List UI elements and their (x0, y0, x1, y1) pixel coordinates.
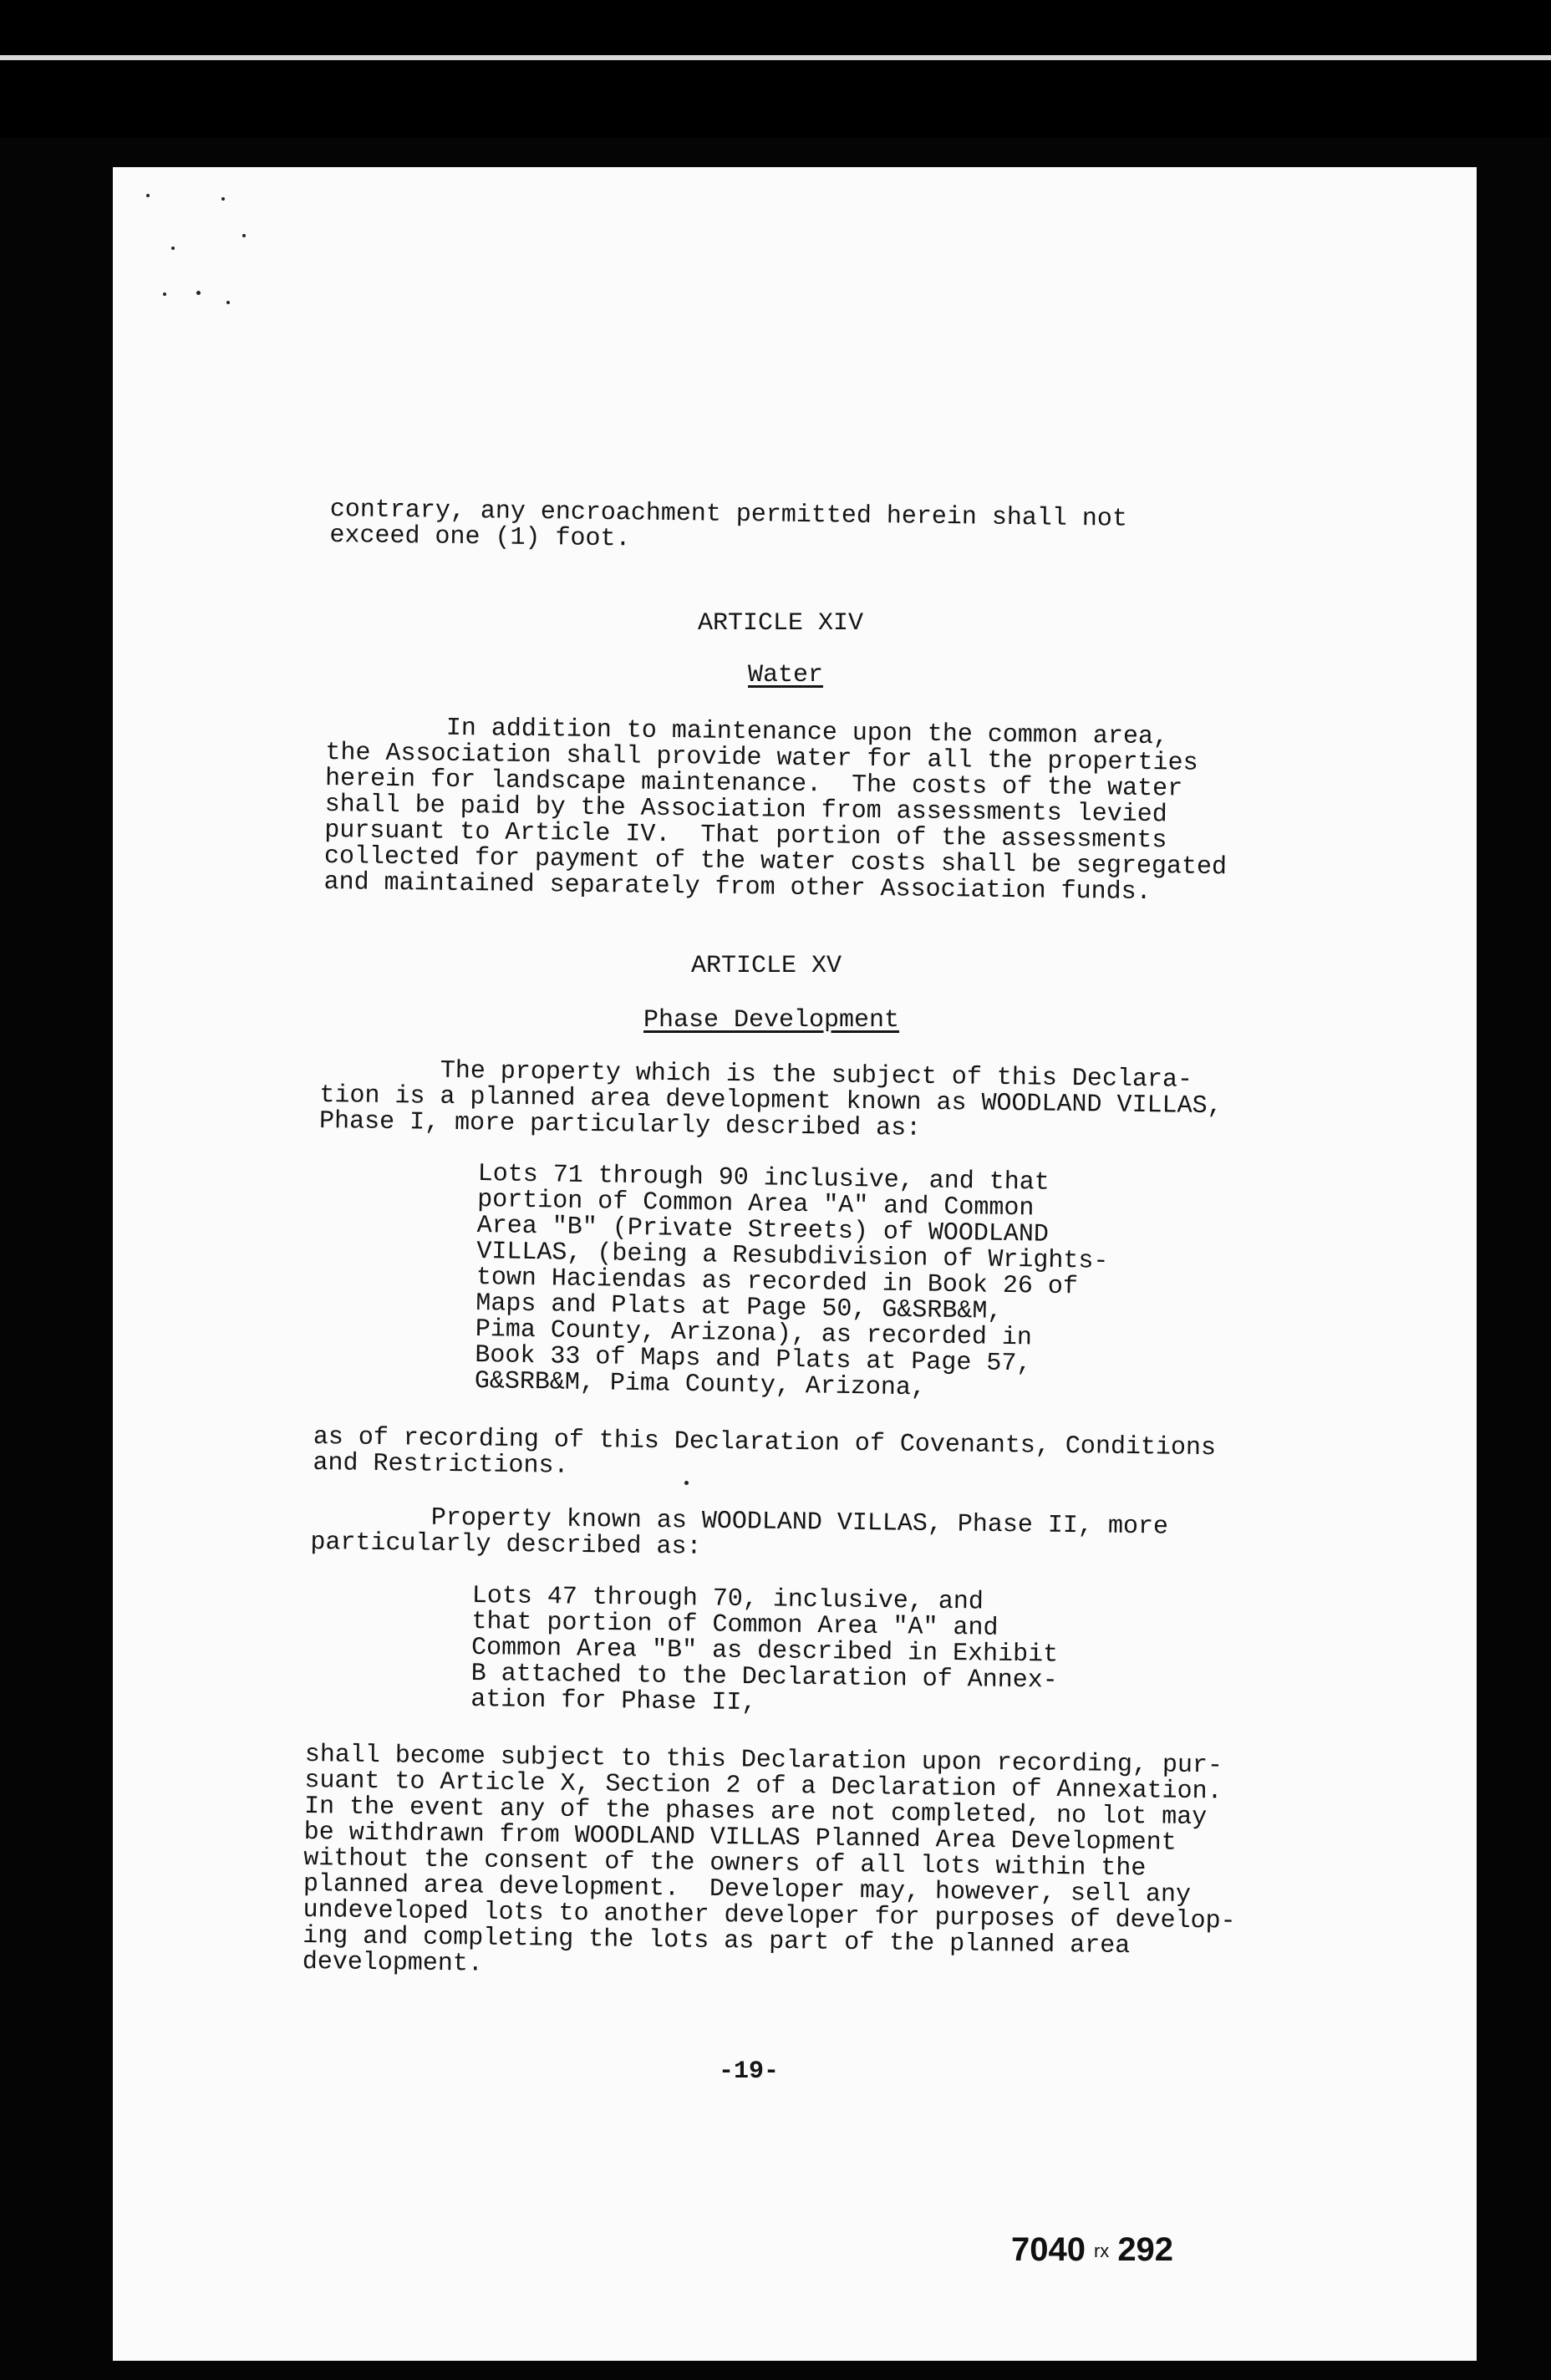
phase-1-description: Lots 71 through 90 inclusive, and that portion of Common Area "A" and Common Area "B" (Private Streets) of WOODLAND VILLAS, (being a Resubdivision of Wrights- town Haciendas as recorded in Book 26 of Maps and Plats at Page 50, G&SRB&M, Pima County, Arizona), as recorded in Book 33 of Maps and Plats at Page 57, G&SRB&M, Pima County, Arizona, (474, 1160, 1109, 1403)
scan-edge-line (0, 55, 1551, 60)
scan-speck (221, 197, 225, 201)
article-14-subtitle: Water (748, 661, 824, 689)
recording-stamp (1011, 2231, 1173, 2269)
article-15-title: ARTICLE XV (691, 952, 842, 980)
phase-2-description: Lots 47 through 70, inclusive, and that portion of Common Area "A" and Common Area "B" as described in Exhibit B attached to the Declaration of Annex- ation for Phase II, (470, 1582, 1059, 1718)
scan-speck (684, 1481, 689, 1485)
article-14-body: In addition to maintenance upon the common area, the Association shall provide water for all the properties herein for landscape maintenance. The costs of the water shall be paid by the Association from assessments levied pursuant to Article IV. That portion of the assessments collected for payment of the water costs shall be segregated and maintained separately from other Association funds. (323, 713, 1228, 908)
recording-page: 292 (1117, 2231, 1174, 2268)
article-15-intro: The property which is the subject of this Declara- tion is a planned area development known as WOODLAND VILLAS, Phase I, more particularly described as: (318, 1055, 1223, 1143)
page-number: -19- (719, 2057, 780, 2086)
scan-speck (146, 194, 150, 197)
recording-stamp-mark: rx (1093, 2240, 1110, 2262)
scan-speck (171, 247, 175, 250)
scan-speck (226, 301, 230, 304)
article-15-subtitle: Phase Development (643, 1006, 900, 1035)
scan-top-border (0, 0, 1551, 138)
scan-speck (242, 234, 246, 237)
phase-2-intro: Property known as WOODLAND VILLAS, Phase II, more particularly described as: (310, 1503, 1169, 1562)
article-14-title: ARTICLE XIV (698, 609, 864, 638)
phase-1-closing: as of recording of this Declaration of Covenants, Conditions and Restrictions. (313, 1423, 1217, 1481)
document-page (113, 167, 1477, 2361)
article-15-closing: shall become subject to this Declaration upon recording, pur- suant to Article X, Section 2 of a Declaration of Annexation. In the event any of the phases are not completed, no lot may be withdrawn from WOODLAND VILLAS Planned Area Development without the consent of the owners of all lots within the planned area development. Developer may, however, sell any undeveloped lots to another developer for purposes of develop- ing and completing the lots as part of the planned area development. (302, 1741, 1236, 1979)
continuation-text: contrary, any encroachment permitted herein shall not exceed one (1) foot. (329, 496, 1128, 554)
scan-speck (163, 292, 166, 296)
recording-docket: 7040 (1011, 2231, 1086, 2268)
scan-speck (196, 291, 201, 295)
